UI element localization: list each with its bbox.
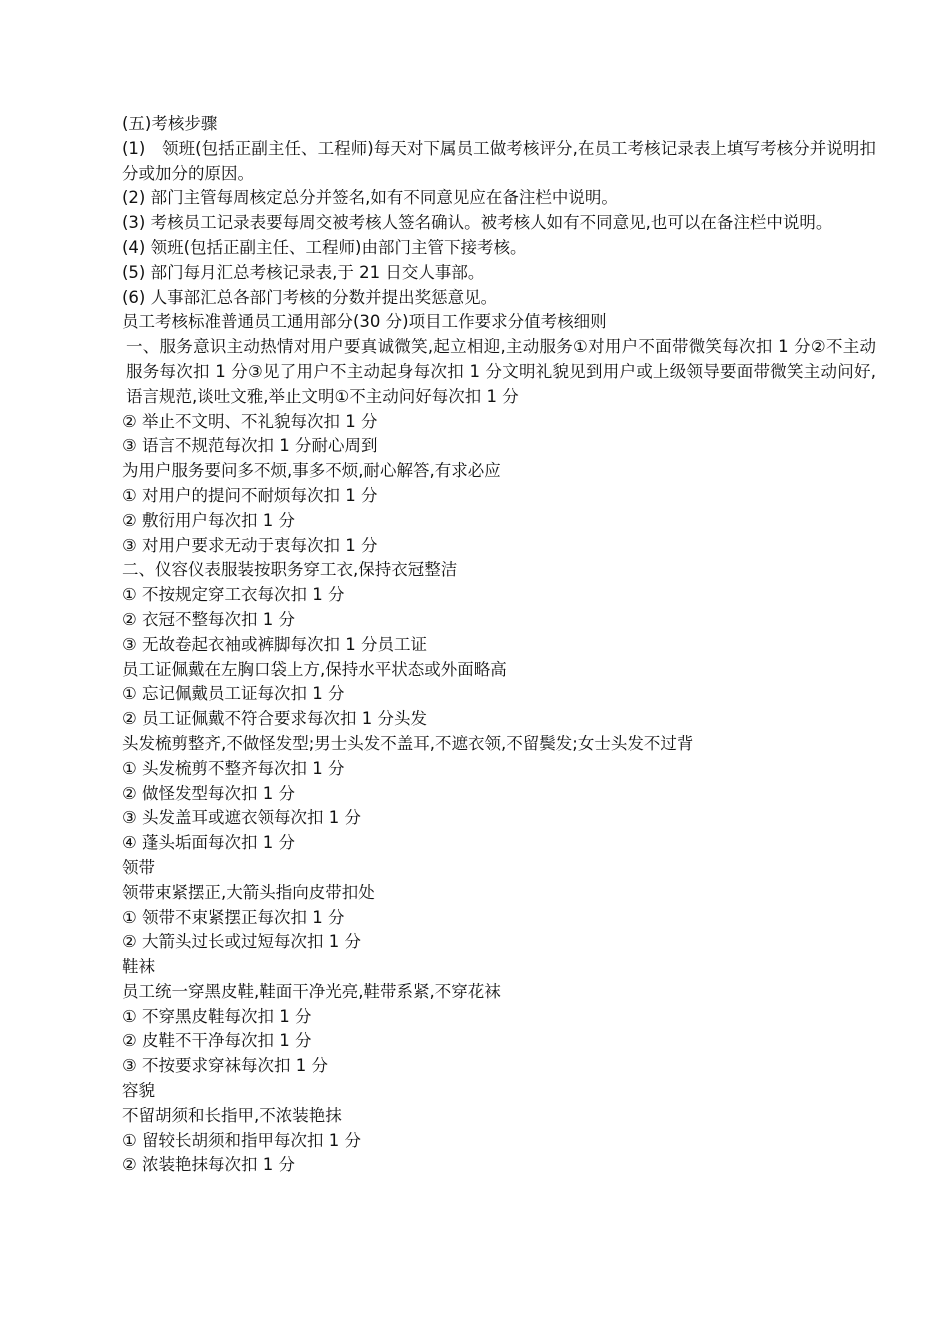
list-item: ② 敷衍用户每次扣 1 分 — [122, 510, 296, 530]
list-item: ③ 头发盖耳或遮衣领每次扣 1 分 — [122, 808, 362, 828]
paragraph: 领带束紧摆正,大箭头指向皮带扣处 — [122, 882, 375, 902]
step-paragraph-4: (4) 领班(包括正副主任、工程师)由部门主管下接考核。 — [122, 237, 527, 257]
subheading-shoes-socks: 鞋袜 — [122, 957, 155, 977]
paragraph: 员工统一穿黑皮鞋,鞋面干净光亮,鞋带系紧,不穿花袜 — [122, 981, 501, 1001]
list-item: ② 皮鞋不干净每次扣 1 分 — [122, 1031, 312, 1051]
service-awareness-paragraph: 一、服务意识主动热情对用户要真诚微笑,起立相迎,主动服务①对用户不面带微笑每次扣 1 分②不主动服务每次扣 1 分③见了用户不主动起身每次扣 1 分文明礼貌见到用户或上级领导要面带微笑主动问好,语言规范,谈吐文雅,举止文明①不主动问好每次扣 1 分 — [126, 337, 876, 406]
standards-heading: 员工考核标准普通员工通用部分(30 分)项目工作要求分值考核细则 — [122, 312, 607, 332]
list-item: ① 领带不束紧摆正每次扣 1 分 — [122, 907, 345, 927]
list-item: ③ 不按要求穿袜每次扣 1 分 — [122, 1056, 329, 1076]
list-item: ① 对用户的提问不耐烦每次扣 1 分 — [122, 485, 378, 505]
list-item: ② 员工证佩戴不符合要求每次扣 1 分头发 — [122, 709, 428, 729]
list-item: ② 举止不文明、不礼貌每次扣 1 分 — [122, 411, 378, 431]
list-item: ③ 语言不规范每次扣 1 分耐心周到 — [122, 436, 378, 456]
paragraph: 为用户服务要问多不烦,事多不烦,耐心解答,有求必应 — [122, 461, 501, 481]
list-item: ③ 对用户要求无动于衷每次扣 1 分 — [122, 535, 378, 555]
list-item: ① 不按规定穿工衣每次扣 1 分 — [122, 585, 345, 605]
step-paragraph-5: (5) 部门每月汇总考核记录表,于 21 日交人事部。 — [122, 262, 485, 282]
list-item: ② 衣冠不整每次扣 1 分 — [122, 609, 296, 629]
step-paragraph-2: (2) 部门主管每周核定总分并签名,如有不同意见应在备注栏中说明。 — [122, 188, 618, 208]
list-item: ④ 蓬头垢面每次扣 1 分 — [122, 833, 296, 853]
section-heading-steps: (五)考核步骤 — [122, 114, 218, 133]
list-item: ③ 无故卷起衣袖或裤脚每次扣 1 分员工证 — [122, 634, 428, 654]
document-page — [86, 112, 876, 1178]
list-item: ① 忘记佩戴员工证每次扣 1 分 — [122, 684, 345, 704]
paragraph: 员工证佩戴在左胸口袋上方,保持水平状态或外面略高 — [122, 659, 507, 679]
paragraph: 不留胡须和长指甲,不浓装艳抹 — [122, 1105, 342, 1125]
list-item: ① 头发梳剪不整齐每次扣 1 分 — [122, 758, 345, 778]
list-item: ① 留较长胡须和指甲每次扣 1 分 — [122, 1130, 362, 1150]
step-paragraph-6: (6) 人事部汇总各部门考核的分数并提出奖惩意见。 — [122, 287, 498, 307]
list-item: ② 大箭头过长或过短每次扣 1 分 — [122, 932, 362, 952]
list-item: ② 做怪发型每次扣 1 分 — [122, 783, 296, 803]
list-item: ① 不穿黑皮鞋每次扣 1 分 — [122, 1006, 312, 1026]
subheading-tie: 领带 — [122, 857, 155, 877]
step-paragraph-3: (3) 考核员工记录表要每周交被考核人签名确认。被考核人如有不同意见,也可以在备注栏中说明。 — [122, 213, 833, 233]
step-paragraph-1: (1) 领班(包括正副主任、工程师)每天对下属员工做考核评分,在员工考核记录表上填写考核分并说明扣分或加分的原因。 — [122, 138, 876, 183]
paragraph: 头发梳剪整齐,不做怪发型;男士头发不盖耳,不遮衣领,不留鬓发;女士头发不过背 — [122, 733, 694, 753]
subheading-grooming: 容貌 — [122, 1081, 155, 1101]
list-item: ② 浓装艳抹每次扣 1 分 — [122, 1155, 296, 1175]
section-heading-appearance: 二、仪容仪表服装按职务穿工衣,保持衣冠整洁 — [122, 560, 458, 580]
